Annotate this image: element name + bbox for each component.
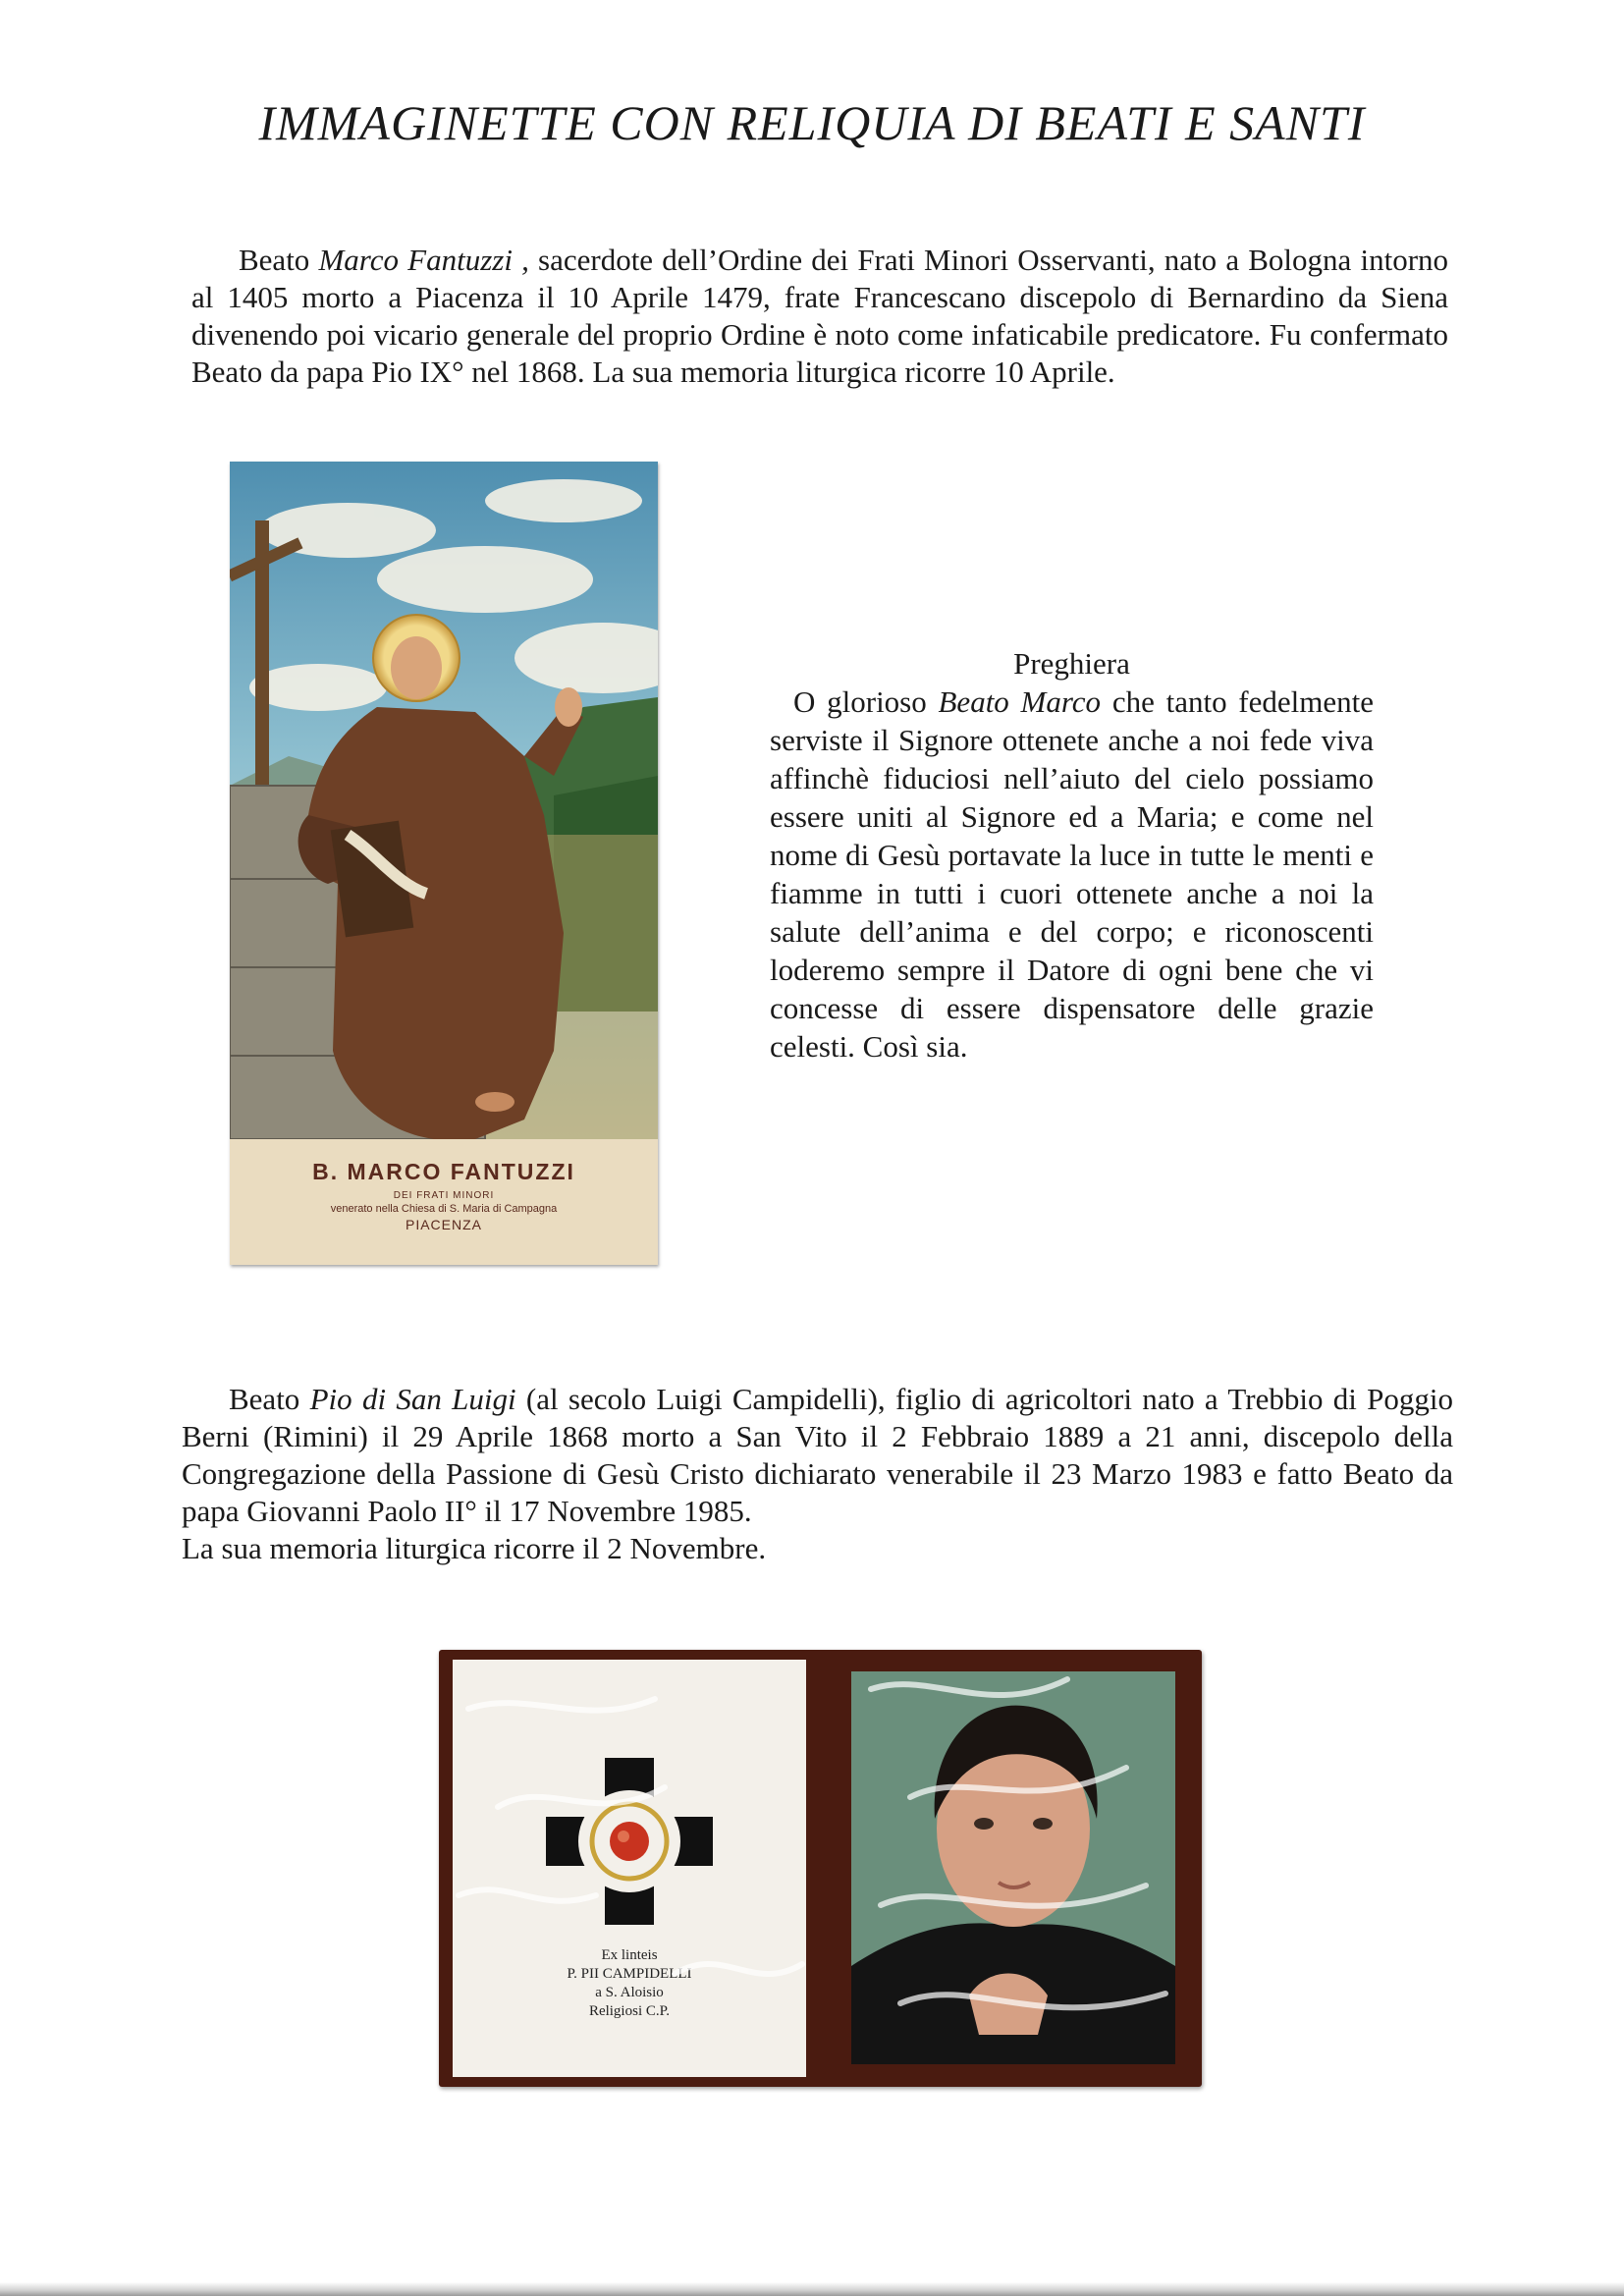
prayer-block xyxy=(770,644,1374,1066)
entry-pio-di-san-luigi xyxy=(182,1381,1453,1567)
entry1-text: sacerdote dell’Ordine dei Frati Minori Osservanti, nato a Bologna intorno al 1405 morto a Piacenza il 10 Aprile 1479, frate Francescano discepolo di Bernardino da Siena divenendo poi vicario generale del proprio Ordine è noto come infaticabile predicatore. Fu confermato Beato da papa Pio IX° nel 1868. La sua memoria liturgica ricorre 10 Aprile. xyxy=(191,243,1449,389)
relic-panel xyxy=(453,1660,806,2077)
entry2-prefix: Beato xyxy=(229,1382,300,1416)
card-saint-name: B. MARCO FANTUZZI xyxy=(312,1159,575,1184)
entry-marco-fantuzzi xyxy=(191,242,1448,391)
relic-line-2: P. PII CAMPIDELLI xyxy=(567,1966,692,1982)
relic-line-4: Religiosi C.P. xyxy=(588,2003,671,2019)
card-city: PIACENZA xyxy=(405,1217,482,1232)
prayer-opening: O glorioso xyxy=(793,684,927,719)
entry1-name: Marco Fantuzzi , xyxy=(318,243,529,277)
prayer-name: Beato Marco xyxy=(938,684,1102,719)
holy-card-marco-fantuzzi xyxy=(230,462,658,1265)
entry2-text: (al secolo Luigi Campidelli), figlio di agricoltori nato a Trebbio di Poggio Berni (Rimini) il 29 Aprile 1868 morto a San Vito il 2 Febbraio 1889 a 21 anni, discepolo della Congregazione della Passione di Gesù Cristo dichiarato venerabile il 23 Marzo 1983 e fatto Beato da papa Giovanni Paolo II° il 17 Novembre 1985. xyxy=(182,1382,1453,1528)
card-order: DEI FRATI MINORI xyxy=(393,1190,495,1201)
entry2-memoria: La sua memoria liturgica ricorre il 2 Novembre. xyxy=(182,1531,767,1565)
entry1-prefix: Beato xyxy=(239,243,310,277)
relic-line-3: a S. Aloisio xyxy=(595,1985,664,2000)
page-title: IMMAGINETTE CON RELIQUIA DI BEATI E SANTI xyxy=(258,95,1366,150)
page-edge xyxy=(0,2282,1624,2296)
relic-line-1: Ex linteis xyxy=(601,1947,658,1963)
relic-label xyxy=(453,1946,806,2021)
entry2-name: Pio di San Luigi xyxy=(309,1382,516,1416)
reliquary-booklet xyxy=(439,1650,1202,2087)
portrait-panel xyxy=(851,1671,1175,2064)
portrait-image xyxy=(851,1671,1175,2064)
saint-illustration xyxy=(230,462,658,1265)
prayer-heading: Preghiera xyxy=(1013,646,1130,681)
prayer-text: che tanto fedelmente serviste il Signore ottenete anche a noi fede viva affinchè fiduciosi nell’aiuto del cielo possiamo essere uniti al Signore ed a Maria; e come nel nome di Gesù portavate la luce in tutte le menti e fiamme in tutti i cuori ottenete anche a noi la salute dell’anima e del corpo; e riconoscenti loderemo sempre il Datore di ogni bene che vi concesse di essere dispensatore delle grazie celesti. Così sia. xyxy=(770,684,1375,1064)
card-church: venerato nella Chiesa di S. Maria di Campagna xyxy=(330,1203,558,1215)
prayer-body xyxy=(770,683,1374,1066)
